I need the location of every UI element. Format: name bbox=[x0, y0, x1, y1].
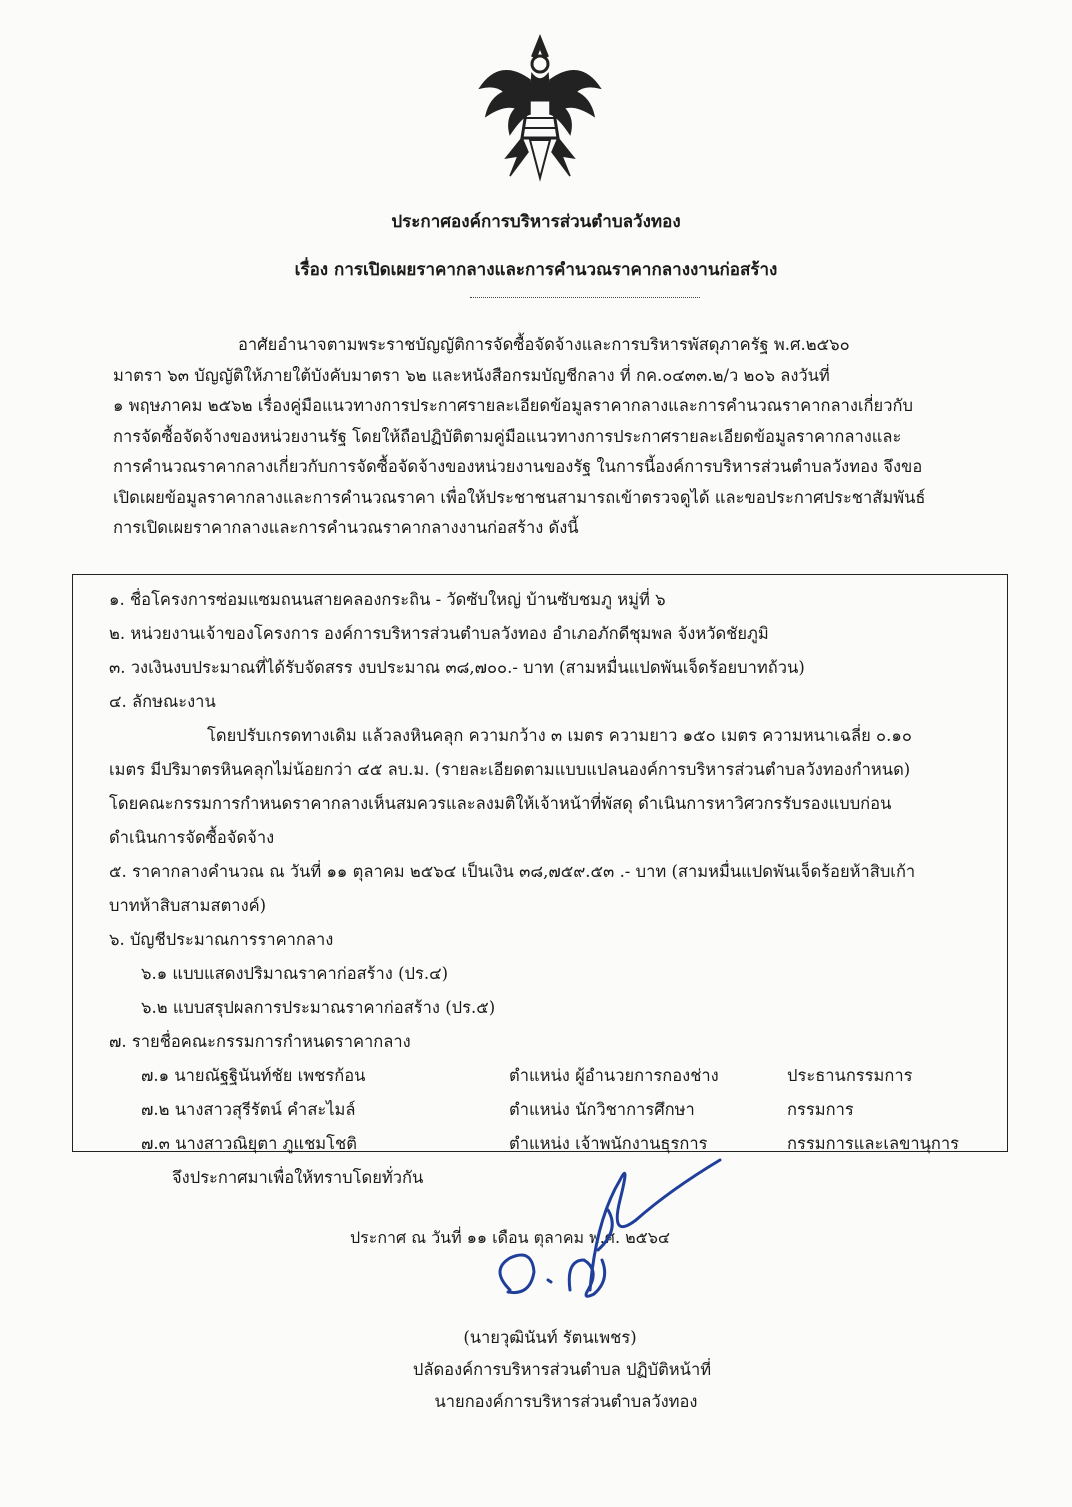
committee-member bbox=[109, 1093, 999, 1127]
project-name: ๑. ชื่อโครงการซ่อมแซมถนนสายคลองกระถิน - วัดซับใหญ่ บ้านซับชมภู หมู่ที่ ๖ bbox=[109, 590, 666, 609]
intro-line: การเปิดเผยราคากลางและการคำนวณราคากลางงานก่อสร้าง ดังนี้ bbox=[113, 518, 579, 537]
announcement-title: ประกาศองค์การบริหารส่วนตำบลวังทอง bbox=[391, 212, 681, 232]
work-type-heading: ๔. ลักษณะงาน bbox=[109, 692, 216, 711]
member-name: ๗.๑ นายณัฐฐินันท์ชัย เพชรก้อน bbox=[141, 1066, 366, 1085]
member-role: ประธานกรรมการ bbox=[787, 1066, 913, 1085]
estimate-item: ๖.๑ แบบแสดงปริมาณราคาก่อสร้าง (ปร.๔) bbox=[141, 964, 449, 983]
project-owner: ๒. หน่วยงานเจ้าของโครงการ องค์การบริหารส่วนตำบลวังทอง อำเภอภักดีชุมพล จังหวัดชัยภูมิ bbox=[109, 624, 769, 643]
dotted-divider bbox=[470, 297, 700, 298]
garuda-emblem-icon bbox=[470, 28, 610, 188]
member-name: ๗.๓ นางสาวณิยุตา ภูแชมโชติ bbox=[141, 1134, 357, 1153]
work-description-line: ดำเนินการจัดซื้อจัดจ้าง bbox=[109, 828, 275, 847]
work-description-line: เมตร มีปริมาตรหินคลุกไม่น้อยกว่า ๔๕ ลบ.ม. (รายละเอียดตามแบบแปลนองค์การบริหารส่วนตำบลวังทองกำหนด) bbox=[109, 760, 911, 779]
project-budget: ๓. วงเงินงบประมาณที่ได้รับจัดสรร งบประมาณ ๓๘,๗๐๐.- บาท (สามหมื่นแปดพันเจ็ดร้อยบาทถ้วน) bbox=[109, 658, 805, 677]
committee-member bbox=[109, 1059, 999, 1093]
intro-paragraph bbox=[113, 330, 993, 544]
project-details-box bbox=[72, 574, 1008, 1152]
member-role: กรรมการ bbox=[787, 1100, 854, 1119]
committee-heading: ๗. รายชื่อคณะกรรมการกำหนดราคากลาง bbox=[109, 1032, 411, 1051]
signature-icon bbox=[470, 1140, 730, 1340]
announcement-date: ประกาศ ณ วันที่ ๑๑ เดือน ตุลาคม พ.ศ. ๒๕๖๔ bbox=[350, 1228, 671, 1247]
announcement-subject: เรื่อง การเปิดเผยราคากลางและการคำนวณราคากลางงานก่อสร้าง bbox=[294, 260, 778, 280]
intro-line: การจัดซื้อจัดจ้างของหน่วยงานรัฐ โดยให้ถือปฏิบัติตามคู่มือแนวทางการประกาศรายละเอียดข้อมูลราคากลางและ bbox=[113, 426, 902, 446]
estimate-list-heading: ๖. บัญชีประมาณการราคากลาง bbox=[109, 930, 334, 949]
closing-statement: จึงประกาศมาเพื่อให้ทราบโดยทั่วกัน bbox=[172, 1168, 424, 1187]
intro-line: มาตรา ๖๓ บัญญัติให้ภายใต้บังคับมาตรา ๖๒ และหนังสือกรมบัญชีกลาง ที่ กค.๐๔๓๓.๒/ว ๒๐๖ ลงวันที่ bbox=[113, 365, 830, 385]
reference-price: ๕. ราคากลางคำนวณ ณ วันที่ ๑๑ ตุลาคม ๒๕๖๔ เป็นเงิน ๓๘,๗๕๙.๕๓ .- บาท (สามหมื่นแปดพันเจ็ดร้อยห้าสิบเก้า bbox=[109, 862, 916, 881]
member-name: ๗.๒ นางสาวสุรีรัตน์ คำสะไมล์ bbox=[141, 1100, 356, 1119]
estimate-item: ๖.๒ แบบสรุปผลการประมาณราคาก่อสร้าง (ปร.๕) bbox=[141, 998, 496, 1017]
intro-line: อาศัยอำนาจตามพระราชบัญญัติการจัดซื้อจัดจ้างและการบริหารพัสดุภาครัฐ พ.ศ.๒๕๖๐ bbox=[238, 335, 850, 354]
signer-position: ปลัดองค์การบริหารส่วนตำบล ปฏิบัติหน้าที่ bbox=[412, 1360, 712, 1379]
member-position: ตำแหน่ง นักวิชาการศึกษา bbox=[509, 1100, 695, 1119]
intro-line: การคำนวณราคากลางเกี่ยวกับการจัดซื้อจัดจ้างของหน่วยงานของรัฐ ในการนี้องค์การบริหารส่วนตำบลวังทอง จึงขอ bbox=[113, 457, 923, 476]
reference-price-cont: บาทห้าสิบสามสตางค์) bbox=[109, 896, 267, 915]
member-position: ตำแหน่ง ผู้อำนวยการกองช่าง bbox=[509, 1066, 719, 1085]
signer-acting-position: นายกองค์การบริหารส่วนตำบลวังทอง bbox=[434, 1392, 698, 1411]
member-position: ตำแหน่ง เจ้าพนักงานธุรการ bbox=[509, 1134, 708, 1153]
intro-line: เปิดเผยข้อมูลราคากลางและการคำนวณราคา เพื่อให้ประชาชนสามารถเข้าตรวจดูได้ และขอประกาศประชาสัมพันธ์ bbox=[113, 487, 926, 507]
work-description-line: โดยปรับเกรดทางเดิม แล้วลงหินคลุก ความกว้าง ๓ เมตร ความยาว ๑๕๐ เมตร ความหนาเฉลี่ย ๐.๑๐ bbox=[207, 726, 912, 745]
signer-name: (นายวุฒินันท์ รัตนเพชร) bbox=[463, 1328, 637, 1347]
member-role: กรรมการและเลขานุการ bbox=[787, 1134, 960, 1153]
intro-line: ๑ พฤษภาคม ๒๕๖๒ เรื่องคู่มือแนวทางการประกาศรายละเอียดข้อมูลราคากลางและการคำนวณราคากลางเกี่ยวกับ bbox=[113, 396, 913, 415]
work-description-line: โดยคณะกรรมการกำหนดราคากลางเห็นสมควรและลงมติให้เจ้าหน้าที่พัสดุ ดำเนินการหาวิศวกรรับรองแบบก่อน bbox=[109, 794, 892, 813]
